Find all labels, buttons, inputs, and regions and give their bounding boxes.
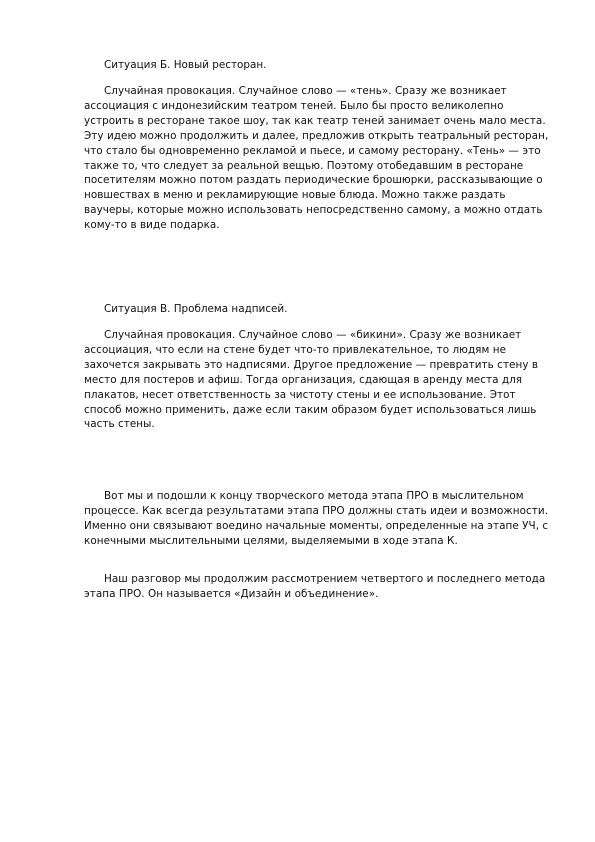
situation-b-paragraph: Случайная провокация. Случайное слово — «тень». Сразу же возникает ассоциация с индонезийским театром теней. Было бы просто великолепно устроить в ресторане такое шоу, так как театр теней занимает очень мало места. Эту идею можно продолжить и далее, предложив открыть театральный ресторан, что стало бы одновременно рекламой и пьесе, и самому ресторану. «Тень» — это также то, что следует за реальной вещью. Поэтому отобедавшим в ресторане посетителям можно потом раздать периодические брошюрки, рассказывающие о новшествах в меню и рекламирующие новые блюда. Можно также раздать ваучеры, которые можно использовать непосредственно самому, а можно отдать кому-то в виде подарка. (84, 85, 549, 232)
situation-v-heading: Ситуация В. Проблема надписей. (104, 303, 288, 315)
situation-v-paragraph: Случайная провокация. Случайное слово — «бикини». Сразу же возникает ассоциация, что если на стене будет что-то привлекательное, то людям не захочется закрывать это надписями. Другое предложение — превратить стену в место для постеров и афиш. Тогда организация, сдающая в аренду места для плакатов, несет ответственность за чистоту стены и ее использование. Этот способ можно применить, даже если таким образом будет использоваться лишь часть стены. (84, 329, 539, 431)
situation-b-heading: Ситуация Б. Новый ресторан. (104, 59, 267, 71)
conclusion-paragraph-2: Наш разговор мы продолжим рассмотрением четвертого и последнего метода этапа ПРО. Он называется «Дизайн и объединение». (84, 573, 546, 600)
conclusion-paragraph-1: Вот мы и подошли к концу творческого метода этапа ПРО в мыслительном процессе. Как всегда результатами этапа ПРО должны стать идеи и возможности. Именно они связывают воедино начальные моменты, определенные на этапе УЧ, с конечными мыслительными целями, выделяемыми в ходе этапа К. (84, 490, 549, 547)
